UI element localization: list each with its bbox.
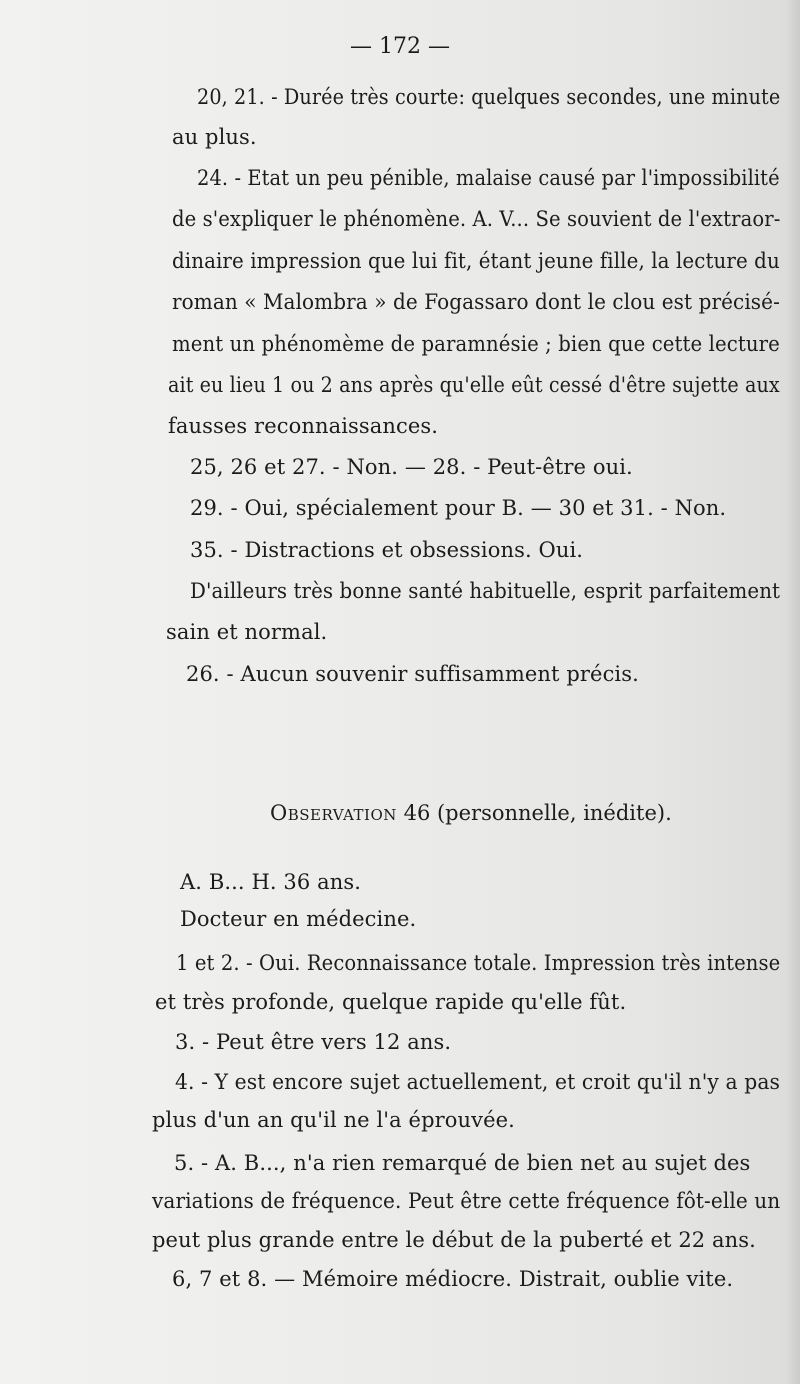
text-line: peut plus grande entre le début de la puberté et 22 ans.: [152, 1228, 756, 1252]
text-line: ment un phénomème de paramnésie ; bien que cette lecture: [172, 332, 780, 356]
text-line: 4. - Y est encore sujet actuellement, et croit qu'il n'y a pas: [175, 1070, 781, 1094]
text-line: plus d'un an qu'il ne l'a éprouvée.: [152, 1108, 515, 1132]
page-number: — 172 —: [350, 34, 450, 59]
text-line: roman « Malombra » de Fogassaro dont le clou est précisé-: [172, 290, 780, 314]
text-line: fausses reconnaissances.: [168, 414, 439, 438]
text-line: ait eu lieu 1 ou 2 ans après qu'elle eût cessé d'être sujette aux: [168, 373, 780, 397]
text-line: 1 et 2. - Oui. Reconnaissance totale. Impression très intense: [176, 951, 781, 975]
text-line: 24. - Etat un peu pénible, malaise causé par l'impossibilité: [197, 166, 780, 190]
observation-label: Observation: [270, 801, 397, 825]
observation-heading: [270, 798, 672, 828]
text-line: 29. - Oui, spécialement pour B. — 30 et 31. - Non.: [190, 496, 727, 520]
text-line: 25, 26 et 27. - Non. — 28. - Peut-être oui.: [190, 455, 633, 479]
text-line: 6, 7 et 8. — Mémoire médiocre. Distrait, oublie vite.: [172, 1267, 734, 1291]
text-line: 5. - A. B..., n'a rien remarqué de bien net au sujet des: [174, 1151, 751, 1175]
text-line: variations de fréquence. Peut être cette fréquence fôt-elle un: [152, 1189, 781, 1213]
text-line: Docteur en médecine.: [180, 907, 417, 931]
text-line: dinaire impression que lui fit, étant jeune fille, la lecture du: [172, 249, 780, 273]
text-line: et très profonde, quelque rapide qu'elle fût.: [155, 990, 627, 1014]
text-line: 20, 21. - Durée très courte: quelques secondes, une minute: [197, 85, 781, 109]
text-line: 26. - Aucun souvenir suffisamment précis.: [186, 662, 639, 686]
text-line: au plus.: [172, 125, 257, 149]
text-line: A. B... H. 36 ans.: [180, 870, 362, 894]
text-line: 3. - Peut être vers 12 ans.: [175, 1030, 452, 1054]
text-line: D'ailleurs très bonne santé habituelle, esprit parfaitement: [190, 579, 781, 603]
observation-title: 46 (personnelle, inédite).: [396, 801, 672, 825]
text-line: 35. - Distractions et obsessions. Oui.: [190, 538, 584, 562]
page-edge-shadow: [786, 0, 800, 1384]
text-line: de s'expliquer le phénomène. A. V... Se souvient de l'extraor-: [172, 207, 781, 231]
text-line: sain et normal.: [166, 620, 328, 644]
